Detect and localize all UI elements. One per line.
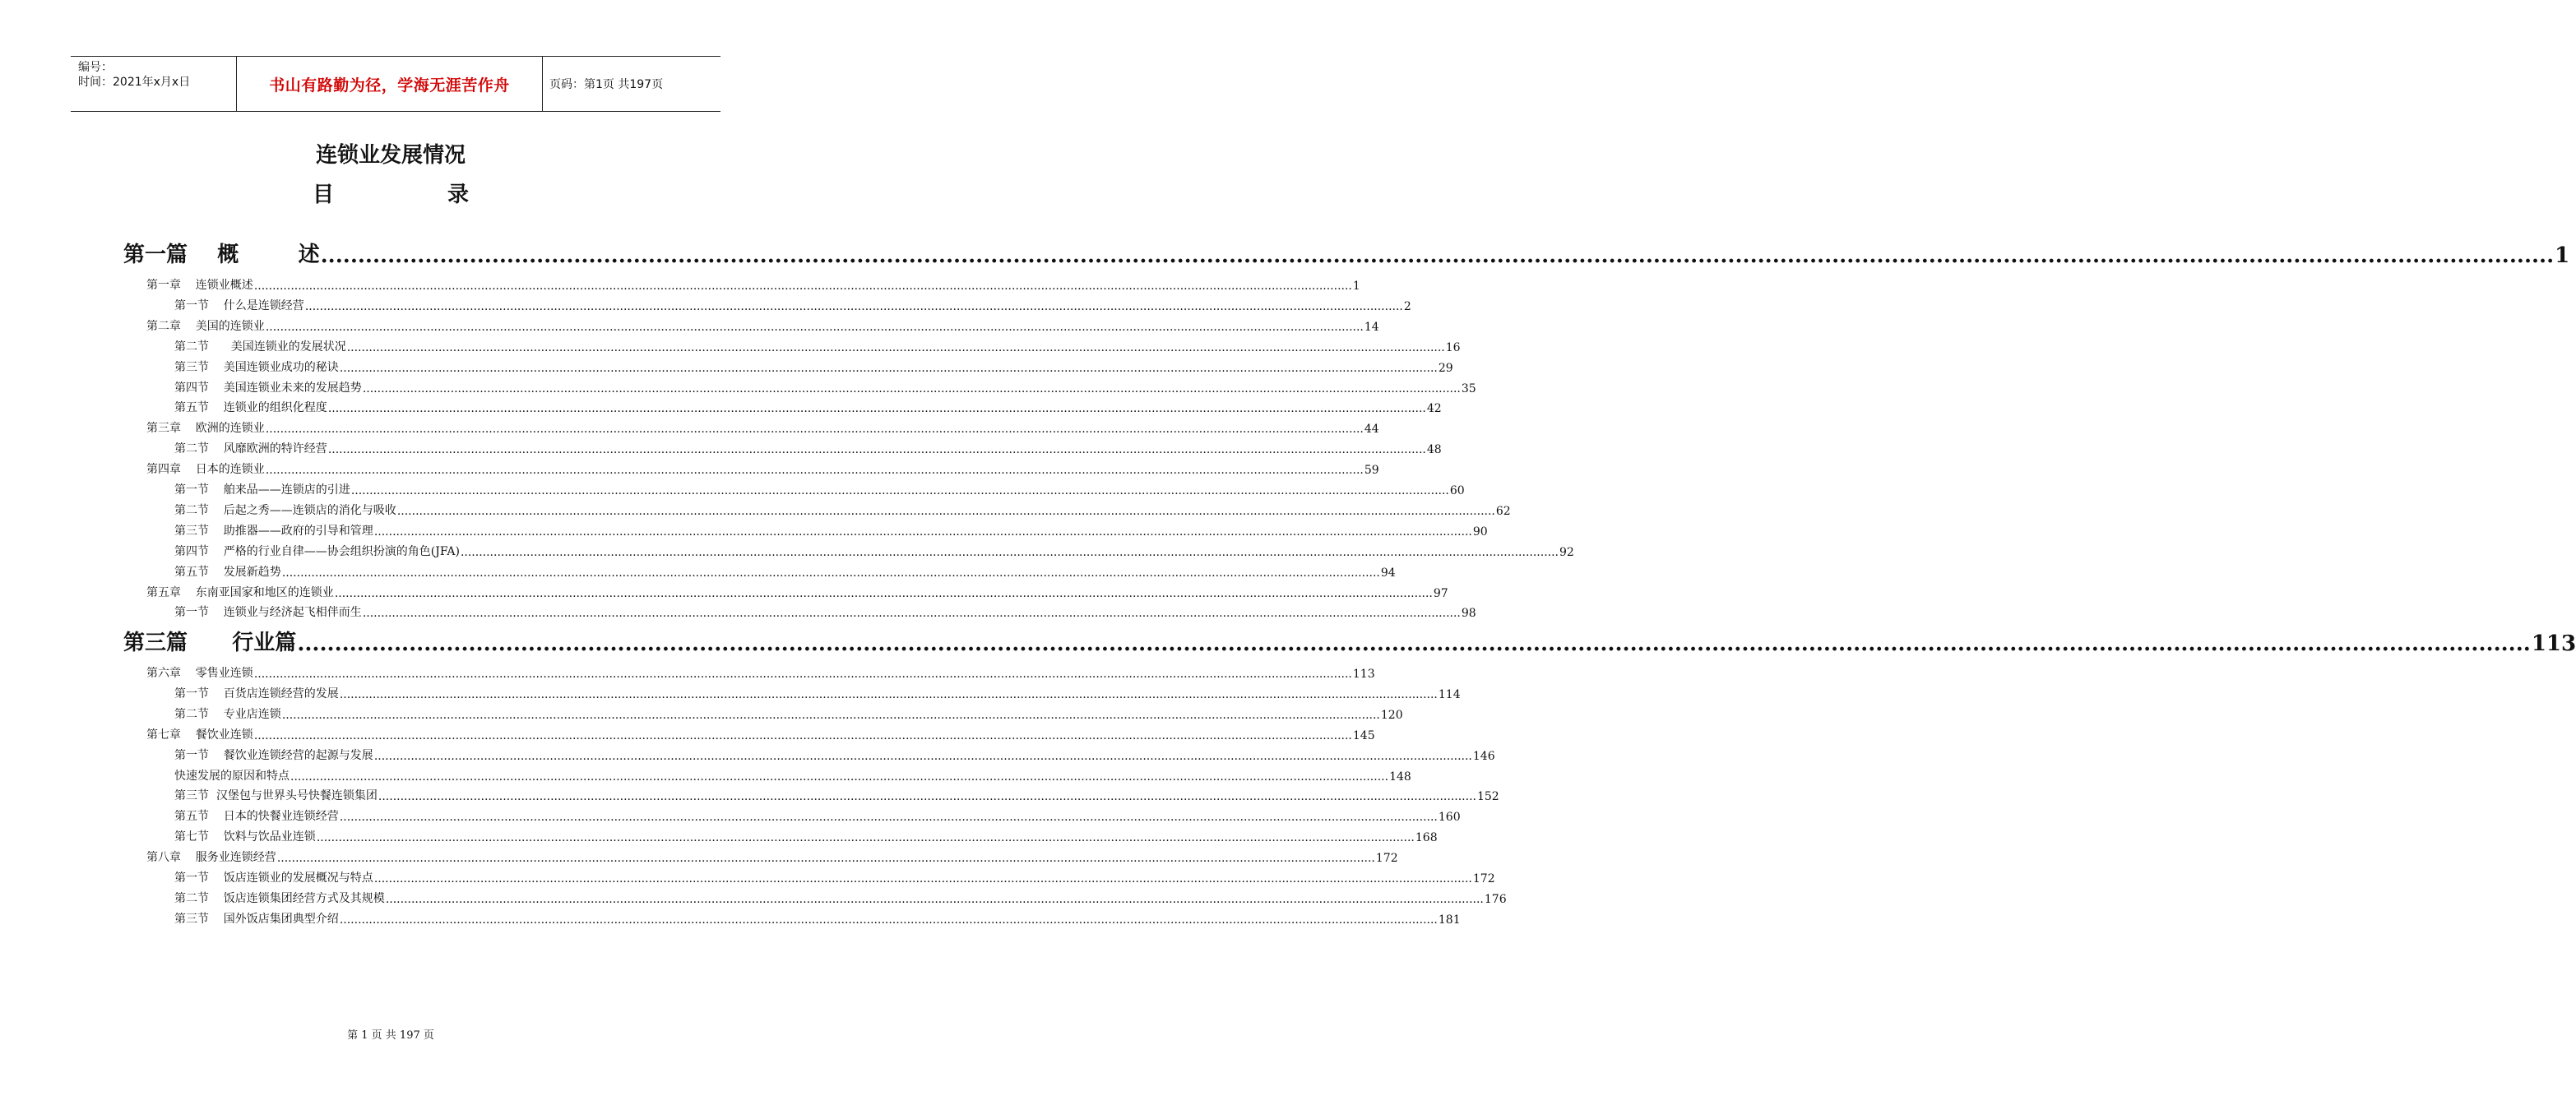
toc-dot-leader: ............................................................................................................................................................................................................................................................................................................ bbox=[339, 361, 1438, 375]
toc-dot-leader: ............................................................................................................................................................................................................................................................................................................ bbox=[265, 423, 1364, 437]
toc-entry-section[interactable] bbox=[174, 747, 1495, 763]
toc-entry-title: 第四章 日本的连锁业 bbox=[146, 463, 265, 477]
toc-dot-leader: ............................................................................................................................................................................................................................................................................................................ bbox=[362, 381, 1461, 395]
toc-entry-title: 第二节 专业店连锁 bbox=[174, 707, 281, 721]
toc-dot-leader: ............................................................................................................................................................................................................................................................................................................ bbox=[373, 749, 1472, 763]
toc-entry-title: 第二章 美国的连锁业 bbox=[146, 319, 265, 333]
toc-entry-page: 168 bbox=[1415, 831, 1438, 845]
toc-entry-page: 44 bbox=[1364, 423, 1379, 437]
toc-entry-title: 第一节 什么是连锁经营 bbox=[174, 298, 304, 312]
toc-dot-leader: ............................................................................................................................................................................................................................................................................................................ bbox=[320, 243, 2555, 268]
toc-entry-page: 148 bbox=[1389, 770, 1411, 784]
toc-entry-page: 176 bbox=[1484, 892, 1507, 906]
toc-entry-page: 60 bbox=[1449, 484, 1465, 497]
toc-dot-leader: ............................................................................................................................................................................................................................................................................................................ bbox=[297, 631, 2531, 656]
toc-dot-leader: ............................................................................................................................................................................................................................................................................................................ bbox=[281, 708, 1380, 722]
toc-entry-page: 98 bbox=[1461, 607, 1476, 621]
toc-entry-chapter[interactable] bbox=[146, 726, 1375, 742]
toc-dot-leader: ............................................................................................................................................................................................................................................................................................................ bbox=[281, 566, 1380, 580]
toc-entry-page: 42 bbox=[1426, 402, 1442, 416]
toc-entry-title: 第三节 汉堡包与世界头号快餐连锁集团 bbox=[174, 789, 378, 803]
toc-dot-leader: ............................................................................................................................................................................................................................................................................................................ bbox=[265, 464, 1364, 478]
toc-entry-title: 第一节 餐饮业连锁经营的起源与发展 bbox=[174, 748, 373, 762]
toc-dot-leader: ............................................................................................................................................................................................................................................................................................................ bbox=[327, 443, 1426, 457]
toc-entry-page: 146 bbox=[1472, 749, 1495, 763]
toc-entry-chapter[interactable] bbox=[146, 419, 1379, 437]
toc-entry-page: 181 bbox=[1438, 913, 1461, 927]
toc-entry-section[interactable] bbox=[174, 522, 1488, 539]
toc-dot-leader: ............................................................................................................................................................................................................................................................................................................ bbox=[339, 913, 1438, 927]
toc-entry-section[interactable] bbox=[174, 869, 1495, 885]
toc-entry-page: 94 bbox=[1380, 566, 1396, 580]
toc-entry-page: 90 bbox=[1472, 525, 1488, 539]
toc-entry-section[interactable] bbox=[174, 338, 1461, 354]
toc-entry-page: 160 bbox=[1438, 811, 1461, 825]
toc-entry-page: 120 bbox=[1380, 708, 1403, 722]
toc-dot-leader: ............................................................................................................................................................................................................................................................................................................ bbox=[334, 586, 1433, 600]
toc-entry-section[interactable] bbox=[174, 807, 1461, 825]
toc-entry-section[interactable] bbox=[174, 440, 1442, 457]
toc-entry-section[interactable] bbox=[174, 685, 1461, 701]
toc-entry-section[interactable] bbox=[174, 563, 1396, 580]
toc-entry-section[interactable] bbox=[174, 379, 1476, 395]
toc-dot-leader: ............................................................................................................................................................................................................................................................................................................ bbox=[253, 668, 1352, 681]
toc-entry-page: 113 bbox=[2531, 631, 2576, 656]
toc-entry-title: 第一节 饭店连锁业的发展概况与特点 bbox=[174, 872, 373, 885]
toc-dot-leader: ............................................................................................................................................................................................................................................................................................................ bbox=[327, 402, 1426, 416]
header-meta bbox=[71, 57, 236, 111]
toc-entry-page: 62 bbox=[1495, 504, 1511, 518]
toc-entry-section[interactable] bbox=[174, 767, 1411, 784]
page-footer: 第 1 页 共 197 页 bbox=[347, 1029, 434, 1042]
toc-entry-section[interactable] bbox=[174, 890, 1507, 906]
toc-entry-title: 第一节 百货店连锁经营的发展 bbox=[174, 687, 339, 700]
toc-entry-part[interactable] bbox=[123, 628, 2576, 656]
toc-entry-chapter[interactable] bbox=[146, 664, 1375, 681]
toc-dot-leader: ............................................................................................................................................................................................................................................................................................................ bbox=[253, 728, 1352, 742]
toc-dot-leader: ............................................................................................................................................................................................................................................................................................................ bbox=[373, 525, 1472, 539]
header-time-label: 时间：2021年x月x日 bbox=[78, 76, 191, 89]
toc-entry-section[interactable] bbox=[174, 910, 1461, 927]
toc-dot-leader: ............................................................................................................................................................................................................................................................................................................ bbox=[396, 504, 1495, 518]
toc-dot-leader: ............................................................................................................................................................................................................................................................................................................ bbox=[385, 892, 1484, 906]
toc-entry-page: 172 bbox=[1472, 872, 1495, 885]
toc-dot-leader: ............................................................................................................................................................................................................................................................................................................ bbox=[378, 790, 1476, 804]
toc-entry-page: 14 bbox=[1364, 320, 1379, 334]
toc-entry-section[interactable] bbox=[174, 705, 1403, 722]
toc-entry-title: 第五节 发展新趋势 bbox=[174, 565, 281, 579]
toc-entry-title: 第五节 日本的快餐业连锁经营 bbox=[174, 810, 339, 824]
toc-entry-title: 第一章 连锁业概述 bbox=[146, 279, 253, 292]
toc-dot-leader: ............................................................................................................................................................................................................................................................................................................ bbox=[350, 484, 1449, 497]
toc-dot-leader: ............................................................................................................................................................................................................................................................................................................ bbox=[373, 872, 1472, 885]
toc-entry-title: 第八章 服务业连锁经营 bbox=[146, 851, 276, 865]
toc-entry-title: 第一节 舶来品——连锁店的引进 bbox=[174, 483, 350, 497]
toc-entry-title: 第四节 严格的行业自律——协会组织扮演的角色(JFA) bbox=[174, 544, 460, 558]
toc-entry-section[interactable] bbox=[174, 481, 1465, 497]
toc-entry-title: 第三节 助推器——政府的引导和管理 bbox=[174, 524, 373, 538]
toc-entry-title: 第七章 餐饮业连锁 bbox=[146, 728, 253, 742]
toc-entry-page: 59 bbox=[1364, 464, 1379, 478]
toc-heading: 目 录 bbox=[312, 183, 503, 207]
toc-entry-chapter[interactable] bbox=[146, 460, 1379, 478]
toc-entry-title: 第二节 风靡欧洲的特许经营 bbox=[174, 442, 327, 456]
toc-entry-page: 92 bbox=[1559, 545, 1574, 559]
toc-entry-page: 152 bbox=[1476, 790, 1499, 804]
toc-entry-title: 第三节 国外饭店集团典型介绍 bbox=[174, 912, 339, 926]
toc-entry-page: 16 bbox=[1445, 340, 1461, 354]
toc-entry-section[interactable] bbox=[174, 603, 1476, 621]
toc-dot-leader: ............................................................................................................................................................................................................................................................................................................ bbox=[253, 280, 1352, 293]
toc-dot-leader: ............................................................................................................................................................................................................................................................................................................ bbox=[276, 852, 1375, 866]
toc-entry-title: 第六章 零售业连锁 bbox=[146, 667, 253, 680]
toc-dot-leader: ............................................................................................................................................................................................................................................................................................................ bbox=[460, 545, 1559, 559]
toc-entry-page: 172 bbox=[1375, 852, 1398, 866]
toc-entry-title: 第二节 后起之秀——连锁店的消化与吸收 bbox=[174, 503, 396, 517]
toc-entry-page: 2 bbox=[1403, 299, 1411, 313]
toc-entry-section[interactable] bbox=[174, 358, 1453, 375]
toc-entry-chapter[interactable] bbox=[146, 848, 1398, 866]
toc-entry-title: 快速发展的原因和特点 bbox=[174, 769, 290, 783]
toc-dot-leader: ............................................................................................................................................................................................................................................................................................................ bbox=[304, 299, 1403, 313]
toc-entry-title: 第二节 美国连锁业的发展状况 bbox=[174, 340, 346, 354]
toc-entry-section[interactable] bbox=[174, 399, 1442, 416]
toc-entry-section[interactable] bbox=[174, 543, 1574, 559]
toc-entry-section[interactable] bbox=[174, 787, 1499, 804]
toc-entry-title: 第一节 连锁业与经济起飞相伴而生 bbox=[174, 606, 362, 620]
toc-entry-page: 29 bbox=[1438, 361, 1453, 375]
toc-dot-leader: ............................................................................................................................................................................................................................................................................................................ bbox=[339, 687, 1438, 701]
header-motto: 书山有路勤为径，学海无涯苦作舟 bbox=[236, 57, 543, 111]
toc-entry-title: 第三节 美国连锁业成功的秘诀 bbox=[174, 360, 339, 374]
toc-entry-part[interactable] bbox=[123, 240, 2570, 268]
toc-dot-leader: ............................................................................................................................................................................................................................................................................................................ bbox=[316, 831, 1415, 845]
toc-entry-title: 第一篇 概 述 bbox=[123, 243, 320, 267]
toc-dot-leader: ............................................................................................................................................................................................................................................................................................................ bbox=[339, 811, 1438, 825]
toc-entry-title: 第五节 连锁业的组织化程度 bbox=[174, 401, 327, 415]
toc-entry-title: 第三篇 行业篇 bbox=[123, 631, 297, 655]
toc-entry-page: 113 bbox=[1352, 668, 1375, 681]
toc-dot-leader: ............................................................................................................................................................................................................................................................................................................ bbox=[362, 607, 1461, 621]
toc-entry-section[interactable] bbox=[174, 502, 1511, 518]
toc-entry-title: 第四节 美国连锁业未来的发展趋势 bbox=[174, 381, 362, 395]
toc-entry-chapter[interactable] bbox=[146, 317, 1379, 334]
toc-entry-page: 114 bbox=[1438, 687, 1461, 701]
toc-entry-page: 35 bbox=[1461, 381, 1476, 395]
toc-entry-title: 第三章 欧洲的连锁业 bbox=[146, 422, 265, 436]
toc-entry-page: 145 bbox=[1352, 728, 1375, 742]
toc-entry-page: 48 bbox=[1426, 443, 1442, 457]
toc-entry-title: 第二节 饭店连锁集团经营方式及其规模 bbox=[174, 891, 385, 905]
toc-dot-leader: ............................................................................................................................................................................................................................................................................................................ bbox=[346, 340, 1445, 354]
toc-entry-page: 97 bbox=[1433, 586, 1448, 600]
toc-dot-leader: ............................................................................................................................................................................................................................................................................................................ bbox=[290, 770, 1389, 784]
header-number-label: 编号： bbox=[78, 61, 113, 74]
toc-entry-chapter[interactable] bbox=[146, 584, 1448, 600]
toc-entry-title: 第七节 饮料与饮品业连锁 bbox=[174, 830, 316, 844]
toc-entry-section[interactable] bbox=[174, 297, 1411, 313]
document-title: 连锁业发展情况 bbox=[315, 143, 466, 168]
page-header bbox=[71, 56, 720, 112]
toc-entry-page: 1 bbox=[2555, 243, 2570, 268]
toc-entry-page: 1 bbox=[1352, 280, 1360, 293]
header-page-label: 页码：第1页 共197页 bbox=[549, 78, 664, 91]
toc-entry-title: 第五章 东南亚国家和地区的连锁业 bbox=[146, 585, 334, 599]
toc-dot-leader: ............................................................................................................................................................................................................................................................................................................ bbox=[265, 320, 1364, 334]
toc-entry-section[interactable] bbox=[174, 828, 1438, 845]
toc-entry-chapter[interactable] bbox=[146, 276, 1360, 293]
